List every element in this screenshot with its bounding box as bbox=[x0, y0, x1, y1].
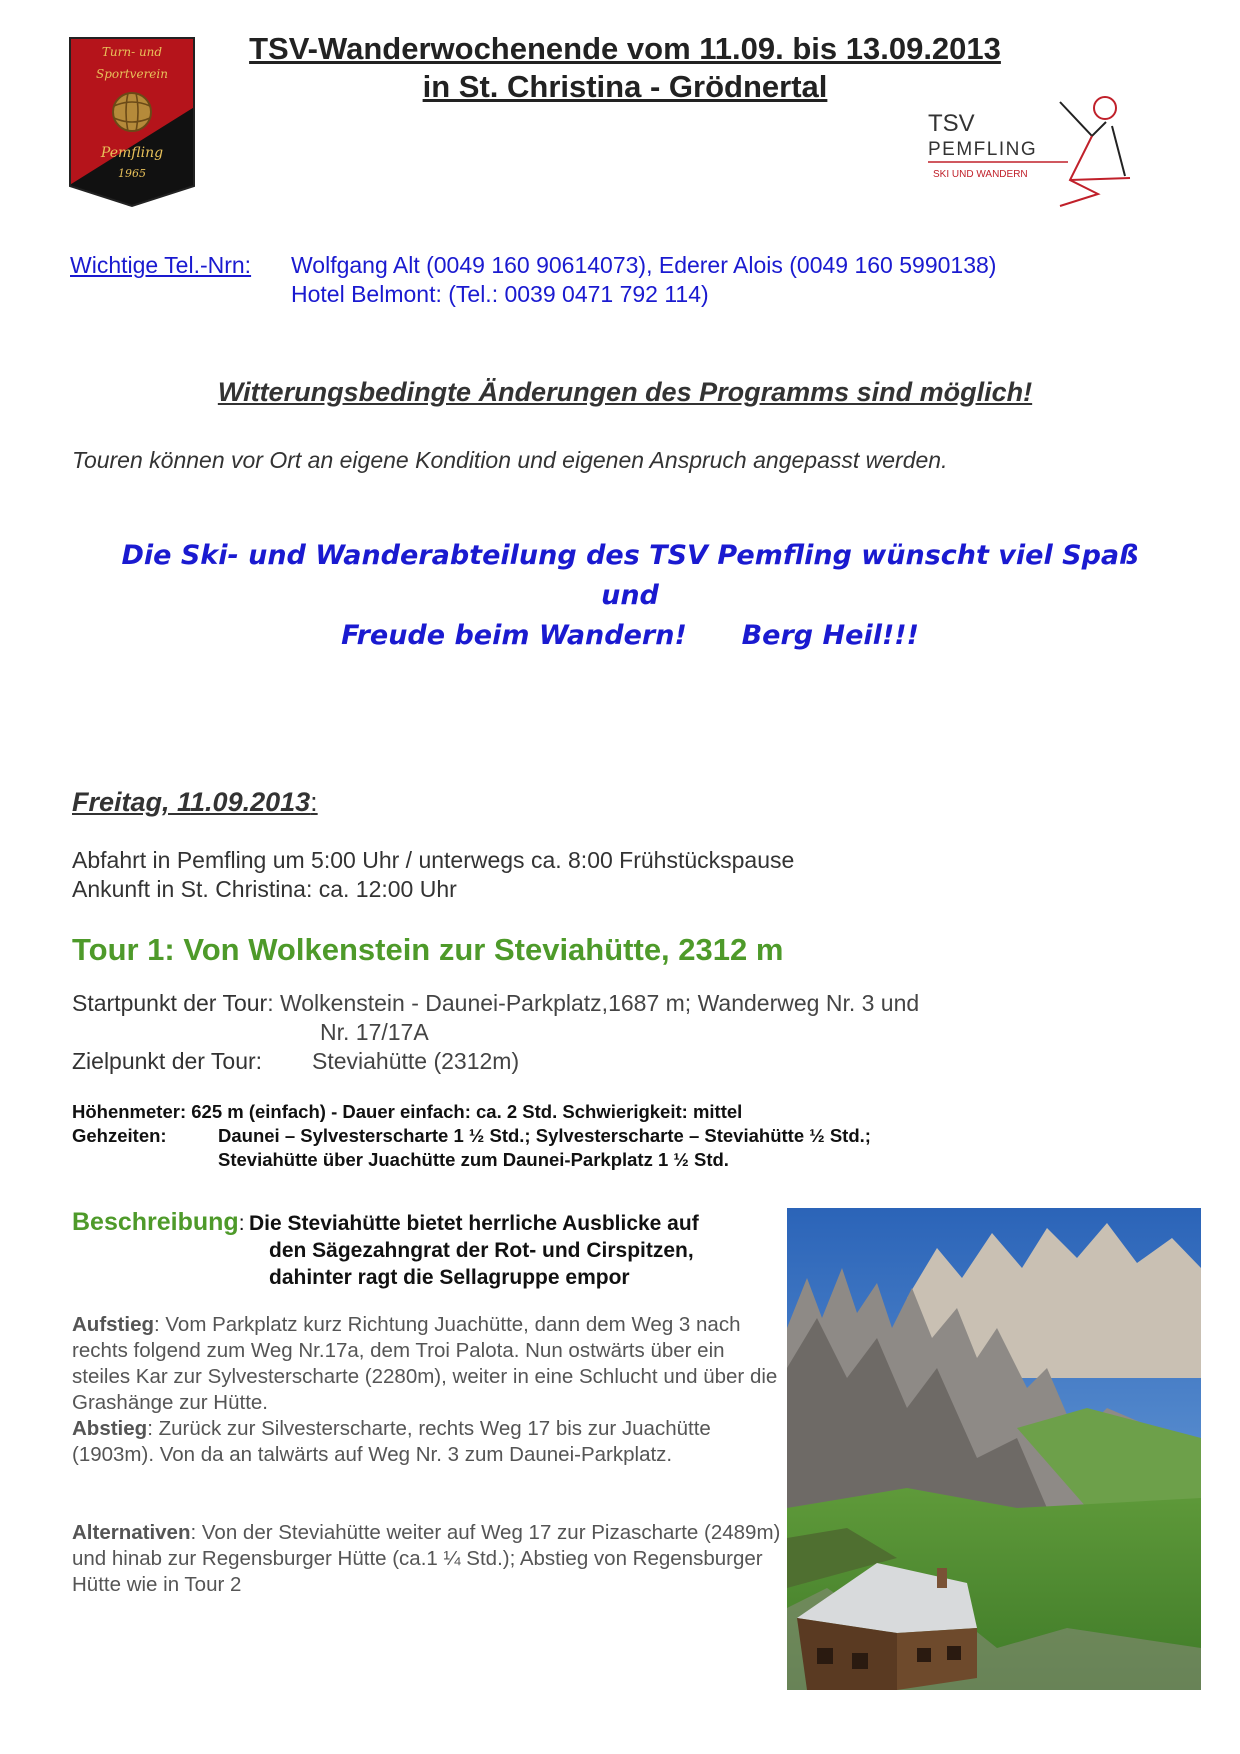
weather-notice: Witterungsbedingte Änderungen des Programms sind möglich! bbox=[217, 377, 1033, 407]
ziel-value: Steviahütte (2312m) bbox=[312, 1048, 520, 1074]
tour-title: Tour 1: Von Wolkenstein zur Steviahütte, 2312 m bbox=[72, 932, 784, 967]
description-label: Beschreibung bbox=[72, 1208, 239, 1236]
phone-line2: Hotel Belmont: (Tel.: 0039 0471 792 114) bbox=[291, 281, 709, 307]
day-label: Freitag, 11.09.2013 bbox=[72, 787, 311, 817]
day-suffix: : bbox=[310, 787, 318, 817]
start-label: Startpunkt der Tour bbox=[72, 990, 268, 1016]
mountain-hut-photo bbox=[787, 1208, 1201, 1690]
start-row bbox=[72, 989, 919, 1018]
descent-label: Abstieg bbox=[72, 1417, 148, 1440]
ascent-text: : Vom Parkplatz kurz Richtung Juachütte, dann dem Weg 3 nach rechts folgend zum Weg Nr.17a, dem Troi Palota. Nun ostwärts über ein steiles Kar zur Sylvesterscharte (2280m), weiter in eine Schlucht und über die Grashänge zur Hütte. bbox=[72, 1313, 778, 1414]
crest-year: 1965 bbox=[118, 167, 146, 180]
phone-line1: Wolfgang Alt (0049 160 90614073), Ederer Alois (0049 160 5990138) bbox=[291, 252, 997, 278]
crest-line2: Sportverein bbox=[96, 67, 168, 81]
walking-times-line2: Steviahütte über Juachütte zum Daunei-Parkplatz 1 ½ Std. bbox=[218, 1149, 729, 1170]
tsv-pemfling-logo bbox=[920, 92, 1135, 212]
tours-note: Touren können vor Ort an eigene Kondition und eigenen Anspruch angepasst werden. bbox=[72, 447, 948, 473]
ascent-label: Aufstieg bbox=[72, 1313, 154, 1336]
walking-times-label: Gehzeiten: bbox=[72, 1125, 167, 1146]
page-title-line2: in St. Christina - Grödnertal bbox=[422, 69, 828, 104]
alternatives-paragraph bbox=[72, 1520, 782, 1598]
start-value2: Nr. 17/17A bbox=[320, 1019, 429, 1045]
logo-line2: PEMFLING bbox=[928, 139, 1038, 160]
greeting-line2b: Berg Heil!!! bbox=[741, 620, 919, 651]
ziel-row bbox=[72, 1047, 262, 1076]
logo-line3: SKI UND WANDERN bbox=[933, 169, 1028, 180]
descent-paragraph bbox=[72, 1416, 782, 1468]
departure-block bbox=[72, 846, 794, 904]
page-title-line1: TSV-Wanderwochenende vom 11.09. bis 13.09.2013 bbox=[249, 31, 1001, 66]
phone-numbers-label: Wichtige Tel.-Nrn: bbox=[70, 252, 252, 278]
greeting-line1: Die Ski- und Wanderabteilung des TSV Pemfling wünscht viel Spaß und bbox=[121, 540, 1139, 611]
alternatives-label: Alternativen bbox=[72, 1521, 191, 1544]
crest-line1: Turn- und bbox=[101, 45, 163, 59]
day-heading bbox=[72, 787, 318, 818]
arrival-line: Ankunft in St. Christina: ca. 12:00 Uhr bbox=[72, 876, 457, 902]
walking-times-line1: Daunei – Sylvesterscharte 1 ½ Std.; Sylvesterscharte – Steviahütte ½ Std.; bbox=[218, 1125, 871, 1146]
crest-line3: Pemfling bbox=[100, 145, 164, 161]
ziel-label: Zielpunkt der Tour: bbox=[72, 1048, 263, 1074]
description-line3: dahinter ragt die Sellagruppe empor bbox=[269, 1266, 630, 1289]
greeting-block bbox=[90, 536, 1170, 656]
logo-line1: TSV bbox=[928, 110, 975, 137]
start-value: : Wolkenstein - Daunei-Parkplatz,1687 m; Wanderweg Nr. 3 und bbox=[267, 990, 920, 1016]
phone-label bbox=[70, 250, 251, 280]
greeting-line2 bbox=[90, 616, 1170, 656]
departure-line1: Abfahrt in Pemfling um 5:00 Uhr / unterwegs ca. 8:00 Frühstückspause bbox=[72, 847, 795, 873]
description-colon: : bbox=[238, 1212, 245, 1235]
alternatives-text: : Von der Steviahütte weiter auf Weg 17 zur Pizascharte (2489m) und hinab zur Regensburger Hütte (ca.1 ¼ Std.); Abstieg von Regensburger Hütte wie in Tour 2 bbox=[72, 1521, 781, 1596]
description-line1: Die Steviahütte bietet herrliche Ausblicke auf bbox=[249, 1212, 699, 1235]
description-block bbox=[72, 1208, 782, 1291]
descent-text: : Zurück zur Silvesterscharte, rechts Weg 17 bis zur Juachütte (1903m). Von da an talwärts auf Weg Nr. 3 zum Daunei-Parkplatz. bbox=[72, 1417, 711, 1466]
description-line2: den Sägezahngrat der Rot- und Cirspitzen, bbox=[269, 1239, 694, 1262]
greeting-line2a: Freude beim Wandern! bbox=[341, 620, 687, 651]
ascent-paragraph bbox=[72, 1312, 782, 1416]
skier-hiker-icon bbox=[1060, 97, 1130, 206]
height-info: Höhenmeter: 625 m (einfach) - Dauer einfach: ca. 2 Std. Schwierigkeit: mittel bbox=[72, 1101, 743, 1122]
